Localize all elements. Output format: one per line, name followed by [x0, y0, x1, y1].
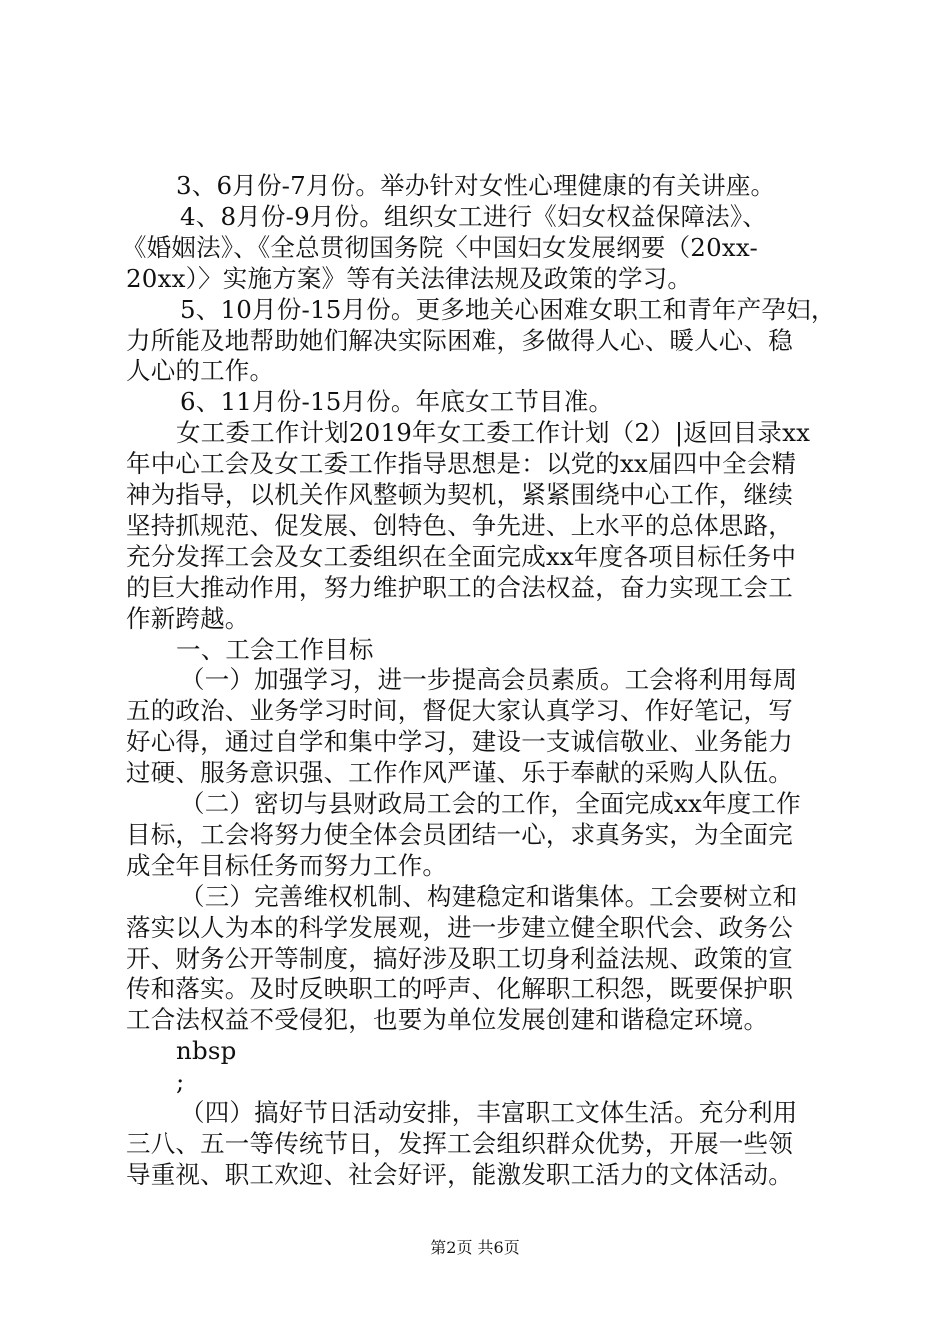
- text-line: 力所能及地帮助她们解决实际困难，多做得人心、暖人心、稳: [126, 326, 793, 355]
- text-line: 《婚姻法》、《全总贯彻国务院〈中国妇女发展纲要（20xx-: [122, 233, 758, 262]
- page-footer: 第2页 共6页: [430, 1238, 520, 1257]
- text-line: （四）搞好节日活动安排，丰富职工文体生活。充分利用: [180, 1098, 798, 1127]
- text-line: 好心得，通过自学和集中学习，建设一支诚信敬业、业务能力: [126, 727, 793, 756]
- text-line: 6、11月份-15月份。年底女工节目准。: [180, 387, 614, 416]
- text-line: 20xx）〉实施方案》等有关法律法规及政策的学习。: [126, 264, 693, 293]
- text-line: ;: [176, 1067, 185, 1096]
- text-line: 的巨大推动作用，努力维护职工的合法权益，奋力实现工会工: [126, 573, 793, 602]
- text-line: 导重视、职工欢迎、社会好评，能激发职工活力的文体活动。: [126, 1160, 793, 1189]
- section-heading: 一、工会工作目标: [176, 635, 374, 664]
- text-line: 坚持抓规范、促发展、创特色、争先进、上水平的总体思路，: [126, 511, 793, 540]
- text-line: 年中心工会及女工委工作指导思想是：以党的xx届四中全会精: [126, 449, 797, 478]
- text-line: 三八、五一等传统节日，发挥工会组织群众优势，开展一些领: [126, 1129, 793, 1158]
- text-line: 充分发挥工会及女工委组织在全面完成xx年度各项目标任务中: [126, 542, 797, 571]
- text-line: 3、6月份-7月份。举办针对女性心理健康的有关讲座。: [176, 171, 776, 200]
- text-line: 女工委工作计划2019年女工委工作计划（2）|返回目录xx: [176, 418, 811, 447]
- text-line: nbsp: [176, 1036, 237, 1065]
- text-line: 落实以人为本的科学发展观，进一步建立健全职代会、政务公: [126, 913, 793, 942]
- text-line: （三）完善维权机制、构建稳定和谐集体。工会要树立和: [180, 882, 798, 911]
- text-line: 工合法权益不受侵犯，也要为单位发展创建和谐稳定环境。: [126, 1005, 769, 1034]
- text-line: 传和落实。及时反映职工的呼声、化解职工积怨，既要保护职: [126, 974, 793, 1003]
- text-line: 目标，工会将努力使全体会员团结一心，求真务实，为全面完: [126, 820, 793, 849]
- text-line: 5、10月份-15月份。更多地关心困难女职工和青年产孕妇，: [180, 295, 836, 324]
- text-line: 4、8月份-9月份。组织女工进行《妇女权益保障法》、: [180, 202, 767, 231]
- text-line: （一）加强学习，进一步提高会员素质。工会将利用每周: [180, 665, 798, 694]
- text-line: 作新跨越。: [126, 604, 250, 633]
- text-line: 成全年目标任务而努力工作。: [126, 851, 448, 880]
- text-line: 人心的工作。: [126, 356, 275, 385]
- text-line: 开、财务公开等制度，搞好涉及职工切身利益法规、政策的宣: [126, 944, 793, 973]
- text-line: 神为指导，以机关作风整顿为契机，紧紧围绕中心工作，继续: [126, 480, 793, 509]
- text-line: 过硬、服务意识强、工作作风严谨、乐于奉献的采购人队伍。: [126, 758, 793, 787]
- text-line: 五的政治、业务学习时间，督促大家认真学习、作好笔记，写: [126, 696, 793, 725]
- text-line: （二）密切与县财政局工会的工作，全面完成xx年度工作: [180, 789, 801, 818]
